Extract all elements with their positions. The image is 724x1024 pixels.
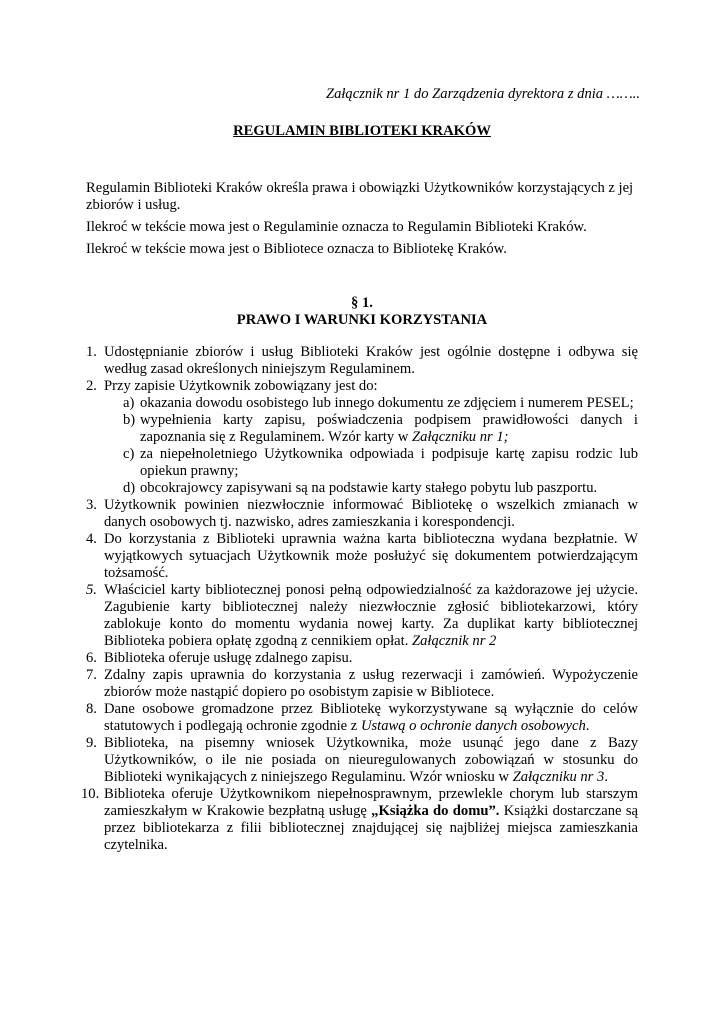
annex-reference: Załącznik nr 2 [412, 633, 497, 649]
section-number: § 1. [351, 295, 373, 311]
item-text: Zdalny zapis uprawnia do korzystania z usług rezerwacji i zamówień. Wypożyczenie zbiorów może nastąpić dopiero po osobistym zapisie w Bibliotece. [104, 667, 638, 700]
sub-item-letter: a) [123, 395, 135, 411]
sub-item [86, 446, 638, 480]
item-text: Użytkownik powinien niezwłocznie informować Bibliotekę o wszelkich zmianach w danych osobowych tj. nazwisko, adres zamieszkania i korespondencji. [104, 497, 638, 530]
item-text: Biblioteka oferuje usługę zdalnego zapisu. [104, 650, 353, 666]
item-number: 1. [86, 344, 97, 360]
sub-item-letter: c) [123, 446, 135, 462]
annex-reference: Załączniku nr 1; [412, 429, 509, 445]
list-item [86, 497, 638, 531]
rules-list [81, 344, 639, 854]
item-number: 4. [86, 531, 97, 547]
item-number: 3. [86, 497, 97, 513]
list-item [86, 701, 638, 735]
annex-note: Załącznik nr 1 do Zarządzenia dyrektora z dnia …….. [325, 86, 640, 102]
sub-item-text: za niepełnoletniego Użytkownika odpowiada i podpisuje kartę zapisu rodzic lub opiekun prawny; [140, 446, 638, 479]
sub-item [86, 412, 638, 446]
intro-paragraph: Ilekroć w tekście mowa jest o Regulaminie oznacza to Regulamin Biblioteki Kraków. [86, 219, 587, 235]
list-item [86, 531, 638, 582]
sub-item-text: okazania dowodu osobistego lub innego dokumentu ze zdjęciem i numerem PESEL; [140, 395, 634, 411]
item-number: 2. [86, 378, 97, 394]
item-number: 7. [86, 667, 97, 683]
sub-item [86, 395, 638, 412]
sub-item-letter: b) [123, 412, 136, 428]
item-text: Biblioteka, na pisemny wniosek Użytkownika, może usunąć jego dane z Bazy Użytkowników, o ile nie posiada on nieuregulowanych zobowiązań w stosunku do Biblioteki wynikających z niniejszego Regulaminu. Wzór wniosku w [104, 735, 638, 785]
sub-item-text: wypełnienia karty zapisu, poświadczenia podpisem prawidłowości danych i zapoznania się z Regulaminem. Wzór karty w [140, 412, 638, 445]
list-item [86, 344, 638, 378]
item-text: Dane osobowe gromadzone przez Bibliotekę wykorzystywane są wyłącznie do celów statutowych i podlegają ochronie zgodnie z [104, 701, 638, 734]
list-item [86, 650, 638, 667]
sub-item [86, 480, 638, 497]
service-name: „Książka do domu”. [371, 803, 500, 819]
list-item [86, 582, 638, 650]
list-item [86, 378, 638, 395]
item-text-end: . [604, 769, 608, 785]
list-item [86, 667, 638, 701]
item-number: 8. [86, 701, 97, 717]
item-text: Biblioteka oferuje Użytkownikom niepełnosprawnym, przewlekle chorym lub starszym zamieszkałym w Krakowie bezpłatną usługę [104, 786, 638, 819]
item-text: Udostępnianie zbiorów i usług Biblioteki Kraków jest ogólnie dostępne i odbywa się według zasad określonych niniejszym Regulaminem. [104, 344, 638, 377]
list-item [81, 786, 639, 854]
document-title: REGULAMIN BIBLIOTEKI KRAKÓW [233, 123, 491, 139]
item-text-end: Książki dostarczane są przez bibliotekarza z filii bibliotecznej znajdującej się najbliżej miejsca zamieszkania czytelnika. [104, 803, 639, 853]
sub-item-letter: d) [123, 480, 136, 496]
item-text-end: . [585, 718, 590, 734]
item-number: 6. [86, 650, 97, 666]
section-title: PRAWO I WARUNKI KORZYSTANIA [236, 312, 488, 328]
item-text: Do korzystania z Biblioteki uprawnia ważna karta biblioteczna wydana bezpłatnie. W wyjątkowych sytuacjach Użytkownik może posłużyć się dokumentem potwierdzającym tożsamość. [104, 531, 638, 581]
law-reference: Ustawą o ochronie danych osobowych [360, 718, 586, 734]
annex-reference: Załączniku nr 3 [512, 769, 605, 785]
item-number: 5. [86, 582, 97, 598]
item-number: 10. [81, 786, 100, 802]
list-item [86, 735, 638, 786]
intro [86, 180, 638, 263]
item-text: Właściciel karty bibliotecznej ponosi pełną odpowiedzialność za każdorazowe jej użycie. Zagubienie karty bibliotecznej należy niezwłocznie zgłosić bibliotekarzowi, który zablokuje konto do momentu wydania nowej karty. Za duplikat karty bibliotecznej Biblioteka pobiera opłatę zgodną z cennikiem opłat. [104, 582, 638, 649]
intro-paragraph: Ilekroć w tekście mowa jest o Bibliotece oznacza to Bibliotekę Kraków. [86, 241, 507, 257]
intro-paragraph: Regulamin Biblioteki Kraków określa prawa i obowiązki Użytkowników korzystających z jej zbiorów i usług. [86, 180, 634, 213]
item-number: 9. [86, 735, 97, 751]
item-text: Przy zapisie Użytkownik zobowiązany jest do: [104, 378, 378, 394]
sub-item-text: obcokrajowcy zapisywani są na podstawie karty stałego pobytu lub paszportu. [140, 480, 598, 496]
